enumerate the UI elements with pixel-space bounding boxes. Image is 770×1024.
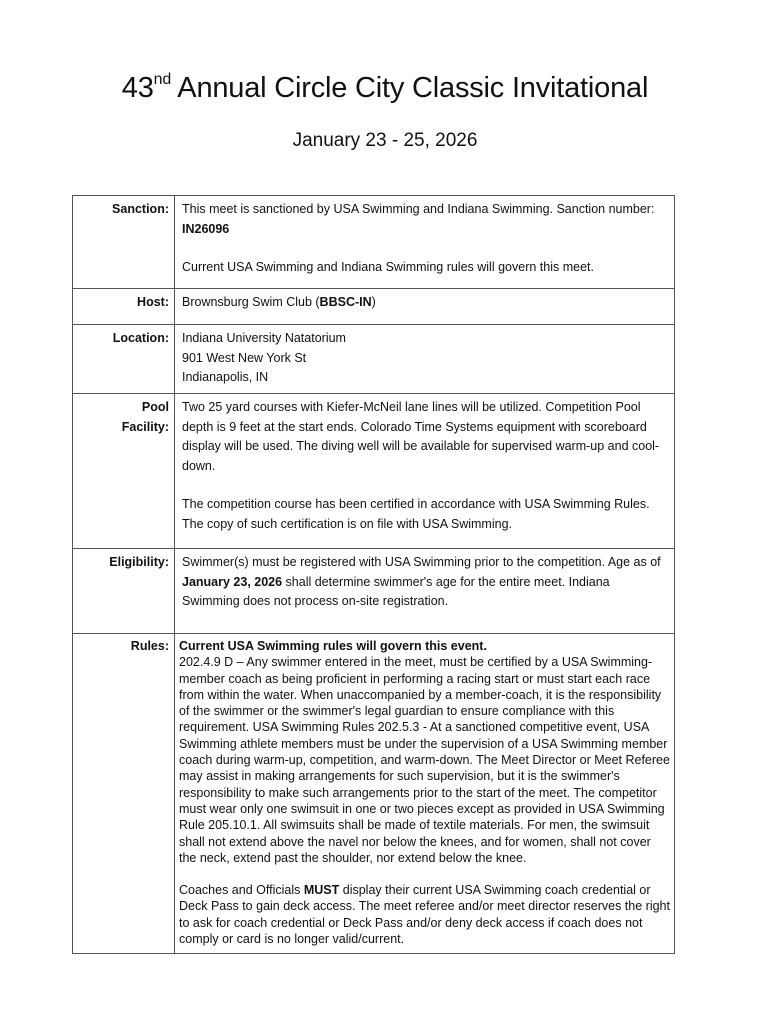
page-title	[0, 72, 770, 105]
pool-facility-row	[73, 394, 675, 549]
sanction-row	[73, 196, 675, 289]
sanction-text	[182, 200, 666, 239]
meet-date: January 23 - 25, 2026	[292, 130, 478, 151]
pool-paragraph-2: The competition course has been certified in accordance with USA Swimming Rules. The copy of such certification is on file with USA Swimming.	[182, 497, 650, 531]
pool-label-line-1: Pool	[141, 400, 169, 414]
eligibility-date: January 23, 2026	[182, 574, 283, 589]
sanction-rules-text: Current USA Swimming and Indiana Swimming rules will govern this meet.	[182, 260, 594, 274]
rules-heading: Current USA Swimming rules will govern this event.	[179, 639, 487, 653]
pool-facility-label	[73, 394, 175, 549]
eligibility-value	[175, 549, 675, 634]
location-row	[73, 325, 675, 394]
location-value	[175, 325, 675, 394]
sanction-value	[175, 196, 675, 289]
eligibility-row	[73, 549, 675, 634]
pool-label-line-2: Facility:	[121, 419, 169, 434]
coach-must: MUST	[303, 883, 340, 898]
host-label: Host:	[73, 289, 175, 325]
coach-credentials-text	[179, 882, 670, 947]
host-row	[73, 289, 675, 325]
eligibility-label: Eligibility:	[73, 549, 175, 634]
eligibility-text-b: shall determine swimmer's age for the entire meet. Indiana Swimming does not process on-site registration.	[182, 574, 610, 608]
title-text: Annual Circle City Classic Invitational	[171, 72, 649, 104]
host-text-b: )	[371, 295, 376, 309]
location-line-2: 901 West New York St	[182, 350, 307, 365]
meet-info-table	[72, 195, 675, 954]
rules-label: Rules:	[73, 634, 175, 954]
pool-paragraph-1: Two 25 yard courses with Kiefer-McNeil lane lines will be utilized. Competition Pool depth is 9 feet at the start ends. Colorado Time Systems equipment with scoreboard display will be used. The diving well will be available for supervised warm-up and cool-down.	[182, 400, 660, 473]
sanction-number: IN26096	[182, 221, 230, 236]
coach-text-b: display their current USA Swimming coach credential or Deck Pass to gain deck access. The meet referee and/or meet director reserves the right to ask for coach credential or Deck Pass and/or deny deck access if coach does not comply or card is no longer valid/current.	[179, 883, 670, 947]
rules-row	[73, 634, 675, 954]
eligibility-text-a: Swimmer(s) must be registered with USA Swimming prior to the competition. Age as of	[182, 555, 661, 569]
rules-body: 202.4.9 D – Any swimmer entered in the meet, must be certified by a USA Swimming-member coach as being proficient in performing a racing start or must start each race from within the water. When unaccompanied by a member-coach, it is the responsibility of the swimmer or the swimmer's legal guardian to ensure compliance with this requirement. USA Swimming Rules 202.5.3 - At a sanctioned competitive event, USA Swimming athlete members must be under the supervision of a USA Swimming member coach during warm-up, competition, and warm-down. The Meet Director or Meet Referee may assist in making arrangements for such supervision, but it is the swimmer's responsibility to make such arrangements prior to the start of the meet. The competitor must wear only one swimsuit in one or two pieces except as provided in USA Swimming Rule 205.10.1. All swimsuits shall be made of textile materials. For men, the swimsuit shall not extend above the navel nor below the knees, and for women, shall not cover the neck, extend past the shoulder, nor extend below the knee.	[179, 655, 670, 865]
rules-value	[175, 634, 675, 954]
sanction-label: Sanction:	[73, 196, 175, 289]
pool-facility-value	[175, 394, 675, 549]
location-line-3: Indianapolis, IN	[182, 370, 269, 384]
host-value	[175, 289, 675, 325]
title-ordinal-suffix: nd	[153, 71, 172, 89]
location-label: Location:	[73, 325, 175, 394]
host-text-a: Brownsburg Swim Club (	[182, 295, 320, 309]
host-code: BBSC-IN	[319, 295, 372, 309]
location-line-1: Indiana University Natatorium	[182, 331, 346, 345]
sanction-text-a: This meet is sanctioned by USA Swimming and Indiana Swimming. Sanction number:	[182, 202, 655, 216]
title-number: 43	[121, 72, 154, 104]
coach-text-a: Coaches and Officials	[179, 883, 304, 898]
